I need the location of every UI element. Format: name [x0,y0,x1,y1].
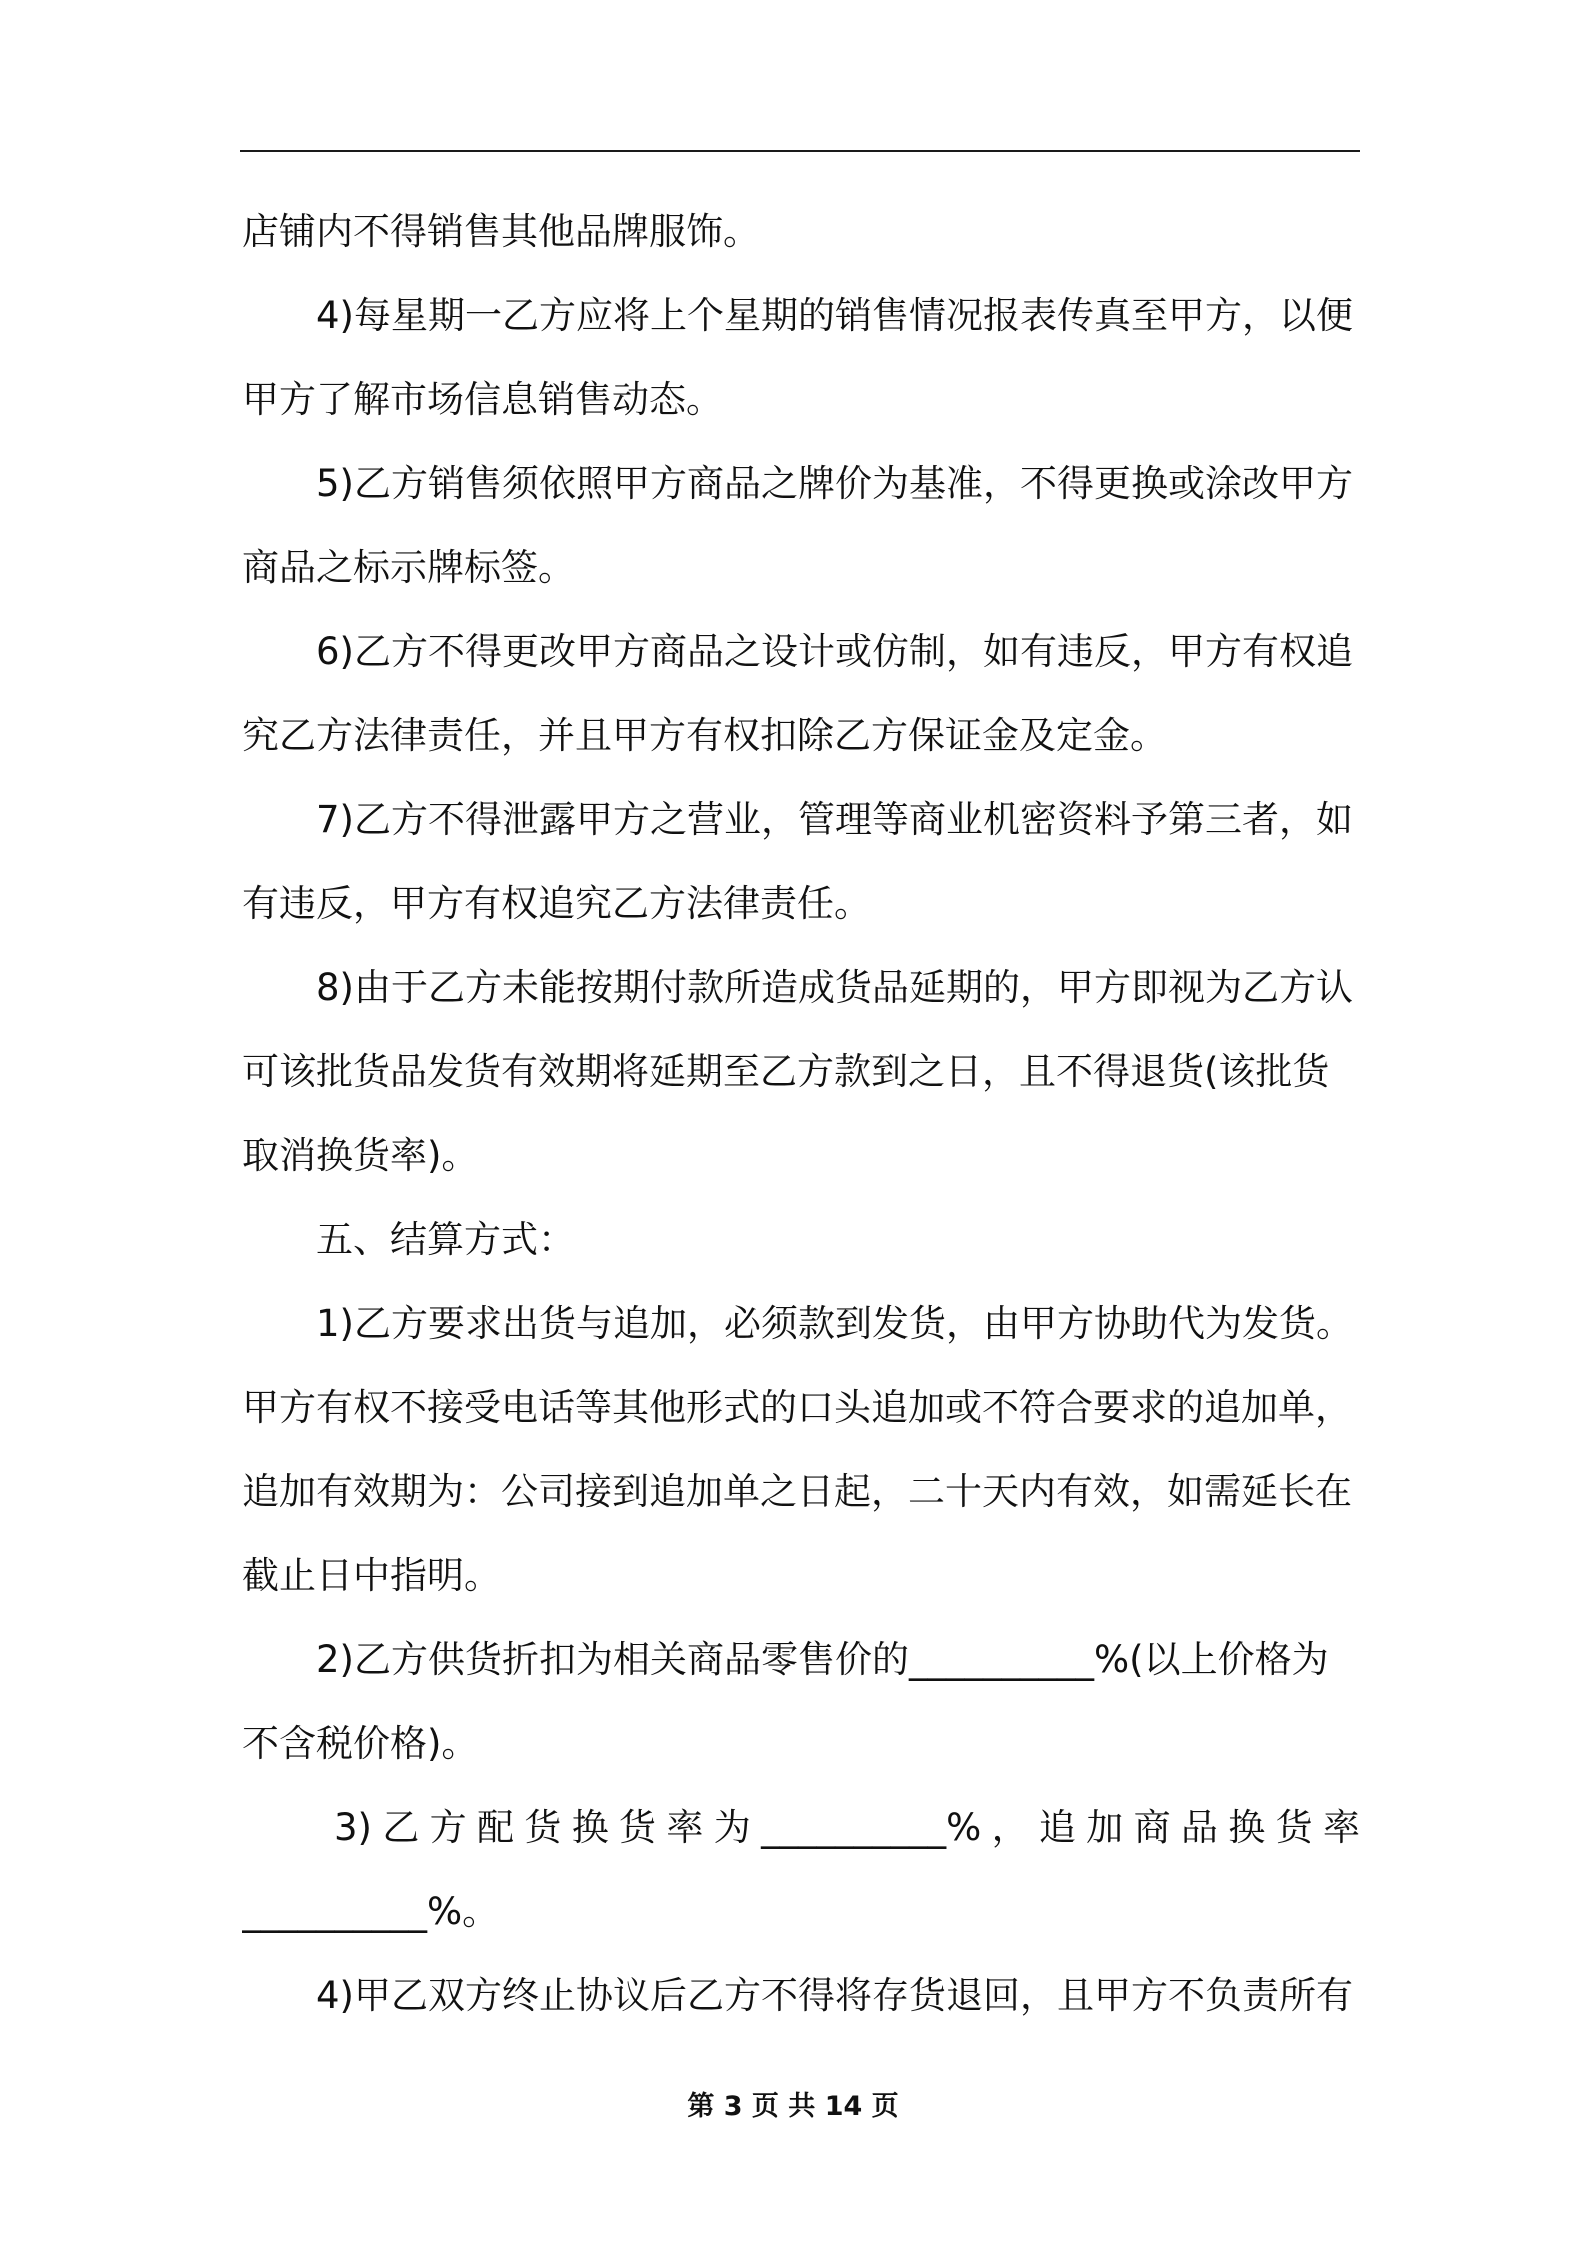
text-line: 追加有效期为：公司接到追加单之日起，二十天内有效，如需延长在 [242,1470,1352,1513]
text-line: 商品之标示牌标签。 [242,546,575,589]
text-line: 5)乙方销售须依照甲方商品之牌价为基准，不得更换或涂改甲方 [316,462,1353,505]
text-line: 取消换货率)。 [242,1134,479,1177]
text-line: __________%。 [242,1890,500,1933]
text-line: 8)由于乙方未能按期付款所造成货品延期的，甲方即视为乙方认 [316,966,1353,1009]
text-line: 甲方有权不接受电话等其他形式的口头追加或不符合要求的追加单， [242,1386,1352,1429]
text-line: 究乙方法律责任，并且甲方有权扣除乙方保证金及定金。 [242,714,1167,757]
text-line: 甲方了解市场信息销售动态。 [242,378,723,421]
text-line: 1)乙方要求出货与追加，必须款到发货，由甲方协助代为发货。 [316,1302,1353,1345]
text-line: 7)乙方不得泄露甲方之营业，管理等商业机密资料予第三者，如 [316,798,1353,841]
text-line: 不含税价格)。 [242,1722,479,1765]
text-line: 6)乙方不得更改甲方商品之设计或仿制，如有违反，甲方有权追 [316,630,1353,673]
section-heading: 五、结算方式： [316,1218,575,1261]
page-number: 第 3 页 共 14 页 [687,2091,899,2122]
text-line: 2)乙方供货折扣为相关商品零售价的__________%(以上价格为 [316,1638,1329,1681]
text-line: 4)甲乙双方终止协议后乙方不得将存货退回，且甲方不负责所有 [316,1974,1353,2017]
text-line: 可该批货品发货有效期将延期至乙方款到之日，且不得退货(该批货 [242,1050,1330,1093]
text-line: 3)乙方配货换货率为__________%，追加商品换货率 [334,1806,1360,1849]
document-body [242,190,1360,2038]
text-line: 4)每星期一乙方应将上个星期的销售情况报表传真至甲方，以便 [316,294,1353,337]
header-rule [240,150,1360,152]
text-line: 截止日中指明。 [242,1554,501,1597]
text-line: 有违反，甲方有权追究乙方法律责任。 [242,882,871,925]
text-line: 店铺内不得销售其他品牌服饰。 [242,210,760,253]
